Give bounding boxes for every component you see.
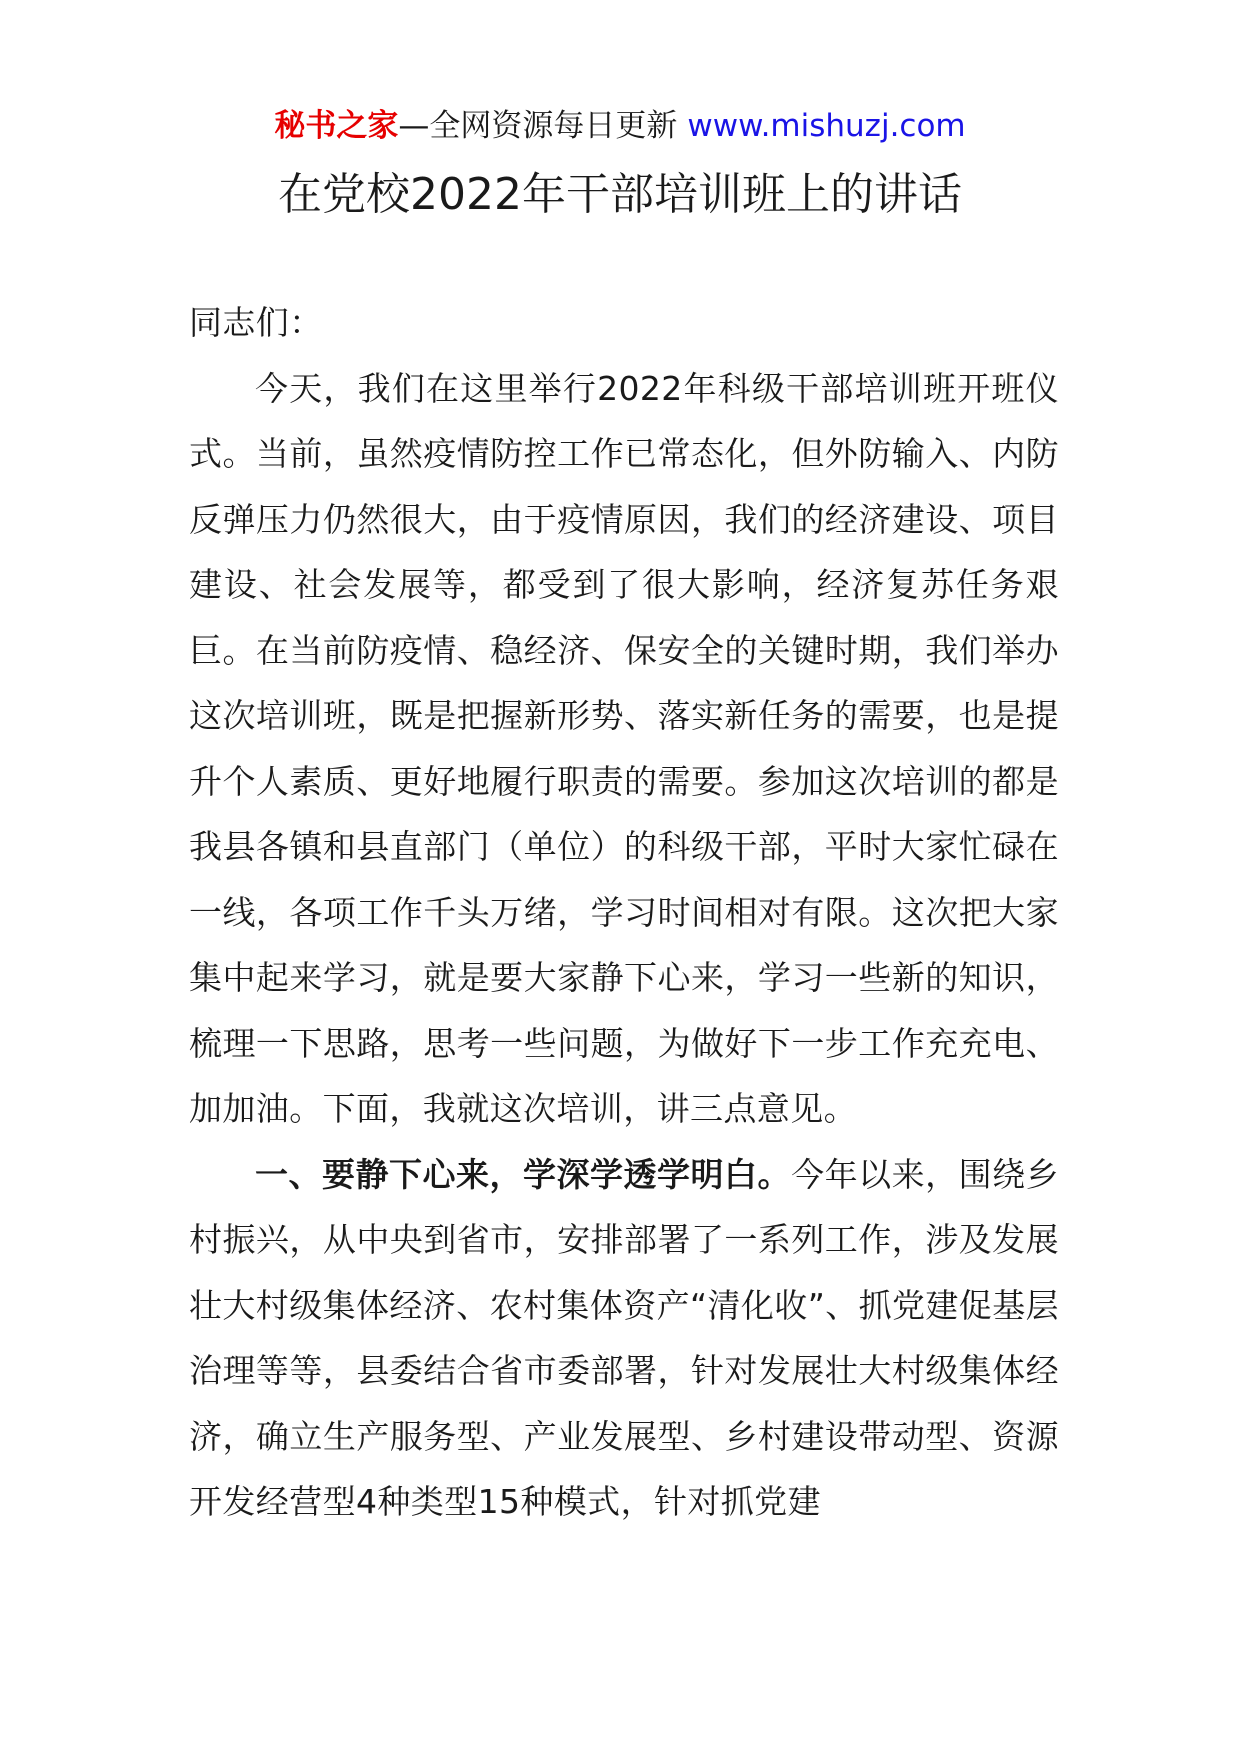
salutation: 同志们： xyxy=(189,303,323,342)
section-heading: 一、要静下心来，学深学透学明白。 xyxy=(255,1154,792,1194)
header-slogan: —全网资源每日更新 xyxy=(398,108,678,144)
document-title: 在党校2022年干部培训班上的讲话 xyxy=(278,169,962,220)
section-body: 今年以来，围绕乡村振兴，从中央到省市，安排部署了一系列工作，涉及发展壮大村级集体经济、农村集体资产“清化收”、抓党建促基层治理等等，县委结合省市委部署，针对发展壮大村级集体经济，确立生产服务型、产业发展型、乡村建设带动型、资源开发经营型4种类型15种模式，针对抓党建 xyxy=(189,1154,1060,1521)
site-header xyxy=(0,103,1240,149)
section-paragraph xyxy=(189,1142,1059,1535)
site-url-link[interactable]: www.mishuzj.com xyxy=(687,108,966,144)
brand-name: 秘书之家 xyxy=(274,108,399,144)
document-body xyxy=(189,290,1059,1535)
paragraph: 今天，我们在这里举行2022年科级干部培训班开班仪式。当前，虽然疫情防控工作已常态化，但外防输入、内防反弹压力仍然很大，由于疫情原因，我们的经济建设、项目建设、社会发展等，都受到了很大影响，经济复苏任务艰巨。在当前防疫情、稳经济、保安全的关键时期，我们举办这次培训班，既是把握新形势、落实新任务的需要，也是提升个人素质、更好地履行职责的需要。参加这次培训的都是我县各镇和县直部门（单位）的科级干部，平时大家忙碌在一线，各项工作千头万绪，学习时间相对有限。这次把大家集中起来学习，就是要大家静下心来，学习一些新的知识，梳理一下思路，思考一些问题，为做好下一步工作充充电、加加油。下面，我就这次培训，讲三点意见。 xyxy=(189,368,1059,1128)
